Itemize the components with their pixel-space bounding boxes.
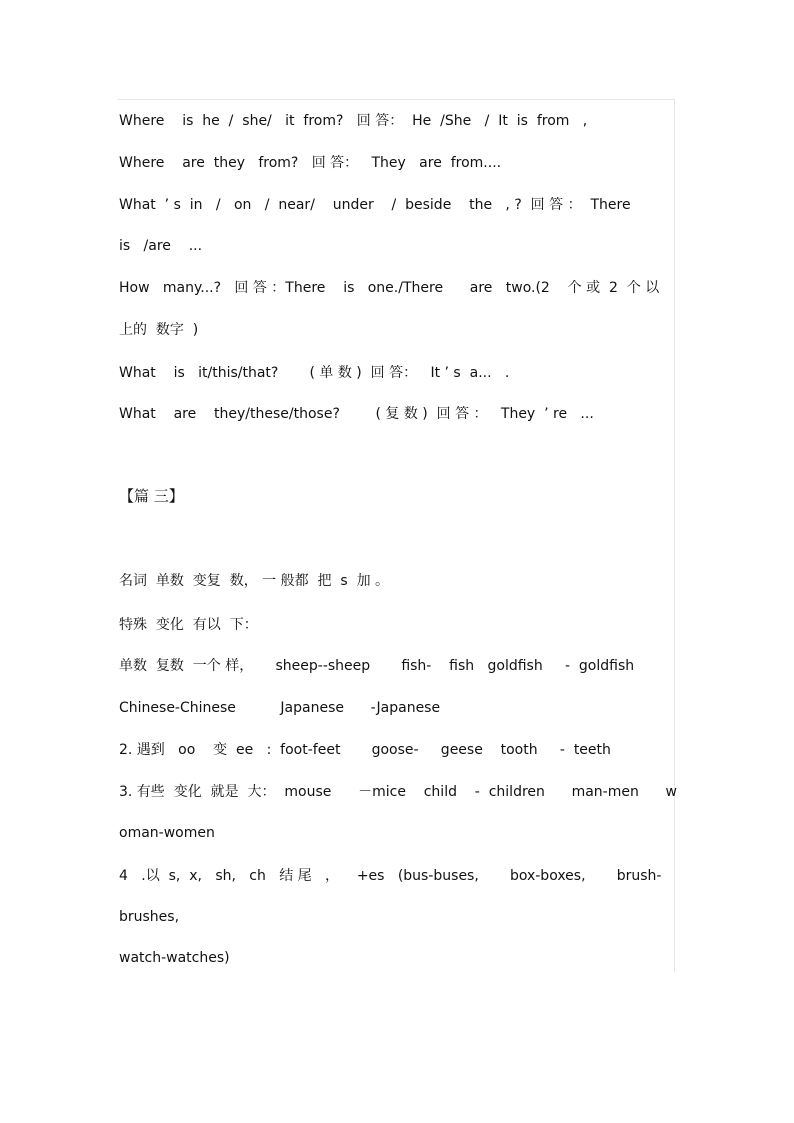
text-line-where-are-they: Where are they from? 回 答： They are from.... — [119, 155, 502, 171]
text-line-watch-watches: watch-watches) — [119, 950, 230, 966]
text-line-special-changes: 特殊 变化 有以 下： — [119, 617, 258, 633]
text-line-oo-to-ee: 2. 遇到 oo 变 ee : foot-feet goose- geese tooth - teeth — [119, 742, 611, 758]
text-line-es-ending: 4 .以 s, x, sh, ch 结 尾 ， +es (bus-buses, box-boxes, brush- — [119, 868, 662, 884]
section-heading: 【篇 三】 — [119, 487, 184, 505]
text-line-number-note: 上的 数字 ) — [119, 322, 199, 338]
text-line-woman-women: oman-women — [119, 825, 215, 841]
text-line-how-many: How many...? 回 答 ：There is one./There are two.(2 个 或 2 个 以 — [119, 280, 660, 296]
text-line-noun-plural-rule: 名词 单数 变复 数， 一 般都 把 s 加 。 — [119, 573, 390, 589]
text-line-what-is-it: What is it/this/that? ( 单 数 ) 回 答： It ’ s a... . — [119, 365, 510, 381]
text-line-where-is-he: Where is he / she/ it from? 回 答： He /She / It is from , — [119, 113, 588, 129]
text-line-whats-in: What ’ s in / on / near/ under / beside the , ? 回 答 ： There — [119, 197, 631, 213]
text-line-is-are: is /are ... — [119, 238, 203, 254]
text-line-same-forms: 单数 复数 一个 样， sheep--sheep fish- fish goldfish - goldfish — [119, 658, 635, 674]
text-line-big-changes: 3. 有些 变化 就是 大： mouse －mice child - children man-men w — [119, 784, 678, 800]
text-line-brushes: brushes, — [119, 909, 180, 925]
text-line-chinese-japanese: Chinese-Chinese Japanese -Japanese — [119, 700, 441, 716]
text-line-what-are-they: What are they/these/those? ( 复 数 ) 回 答 ： They ’ re ... — [119, 406, 594, 422]
